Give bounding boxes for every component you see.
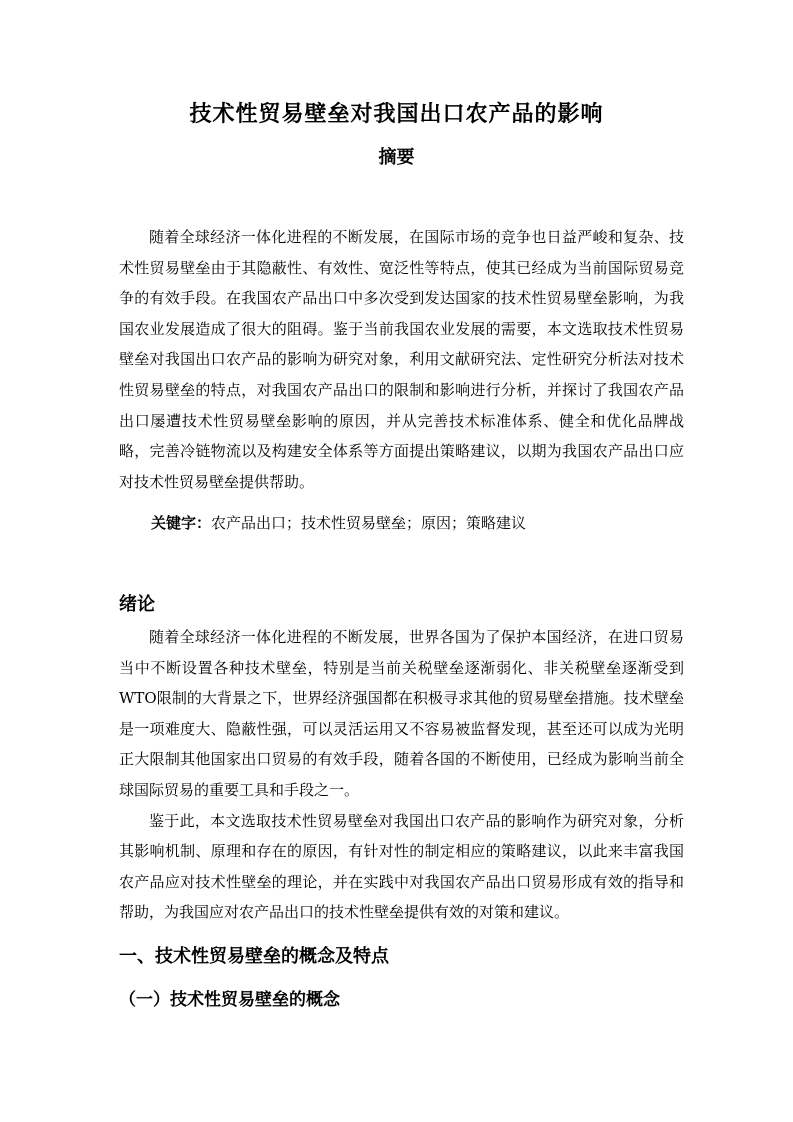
abstract-paragraph: 随着全球经济一体化进程的不断发展，在国际市场的竞争也日益严峻和复杂、技术性贸易壁垒由于其隐蔽性、有效性、宽泛性等特点，使其已经成为当前国际贸易竞争的有效手段。在我国农产品出口中多次受到发达国家的技术性贸易壁垒影响，为我国农业发展造成了很大的阻碍。鉴于当前我国农业发展的需要，本文选取技术性贸易壁垒对我国出口农产品的影响为研究对象，利用文献研究法、定性研究分析法对技术性贸易壁垒的特点，对我国农产品出口的限制和影响进行分析，并探讨了我国农产品出口屡遭技术性贸易壁垒影响的原因，并从完善技术标准体系、健全和优化品牌战略，完善冷链物流以及构建安全体系等方面提出策略建议，以期为我国农产品出口应对技术性贸易壁垒提供帮助。 [119,228,684,491]
intro-paragraph: 鉴于此，本文选取技术性贸易壁垒对我国出口农产品的影响作为研究对象，分析其影响机制、原理和存在的原因，有针对性的制定相应的策略建议，以此来丰富我国农产品应对技术性壁垒的理论，并在实践中对我国农产品出口贸易形成有效的指导和帮助，为我国应对农产品出口的技术性壁垒提供有效的对策和建议。 [119,811,684,922]
intro-paragraph: 随着全球经济一体化进程的不断发展，世界各国为了保护本国经济，在进口贸易当中不断设置各种技术壁垒，特别是当前关税壁垒逐渐弱化、非关税壁垒逐渐受到WTO限制的大背景之下，世界经济强国都在积极寻求其他的贸易壁垒措施。技术壁垒是一项难度大、隐蔽性强，可以灵活运用又不容易被监督发现，甚至还可以成为光明正大限制其他国家出口贸易的有效手段，随着各国的不断使用，已经成为影响当前全球国际贸易的重要工具和手段之一。 [119,628,684,799]
abstract-body [119,222,684,497]
intro-body [119,622,684,928]
abstract-heading: 摘要 [378,147,415,168]
keywords-line [151,509,526,537]
section-heading: 一、技术性贸易壁垒的概念及特点 [119,946,389,967]
keywords-text: 农产品出口；技术性贸易壁垒；原因；策略建议 [211,514,527,532]
subsection-heading: （一）技术性贸易壁垒的概念 [119,990,340,1010]
document-title: 技术性贸易壁垒对我国出口农产品的影响 [189,102,604,127]
keywords-label: 关键字： [151,514,212,532]
intro-heading: 绪论 [119,594,155,615]
